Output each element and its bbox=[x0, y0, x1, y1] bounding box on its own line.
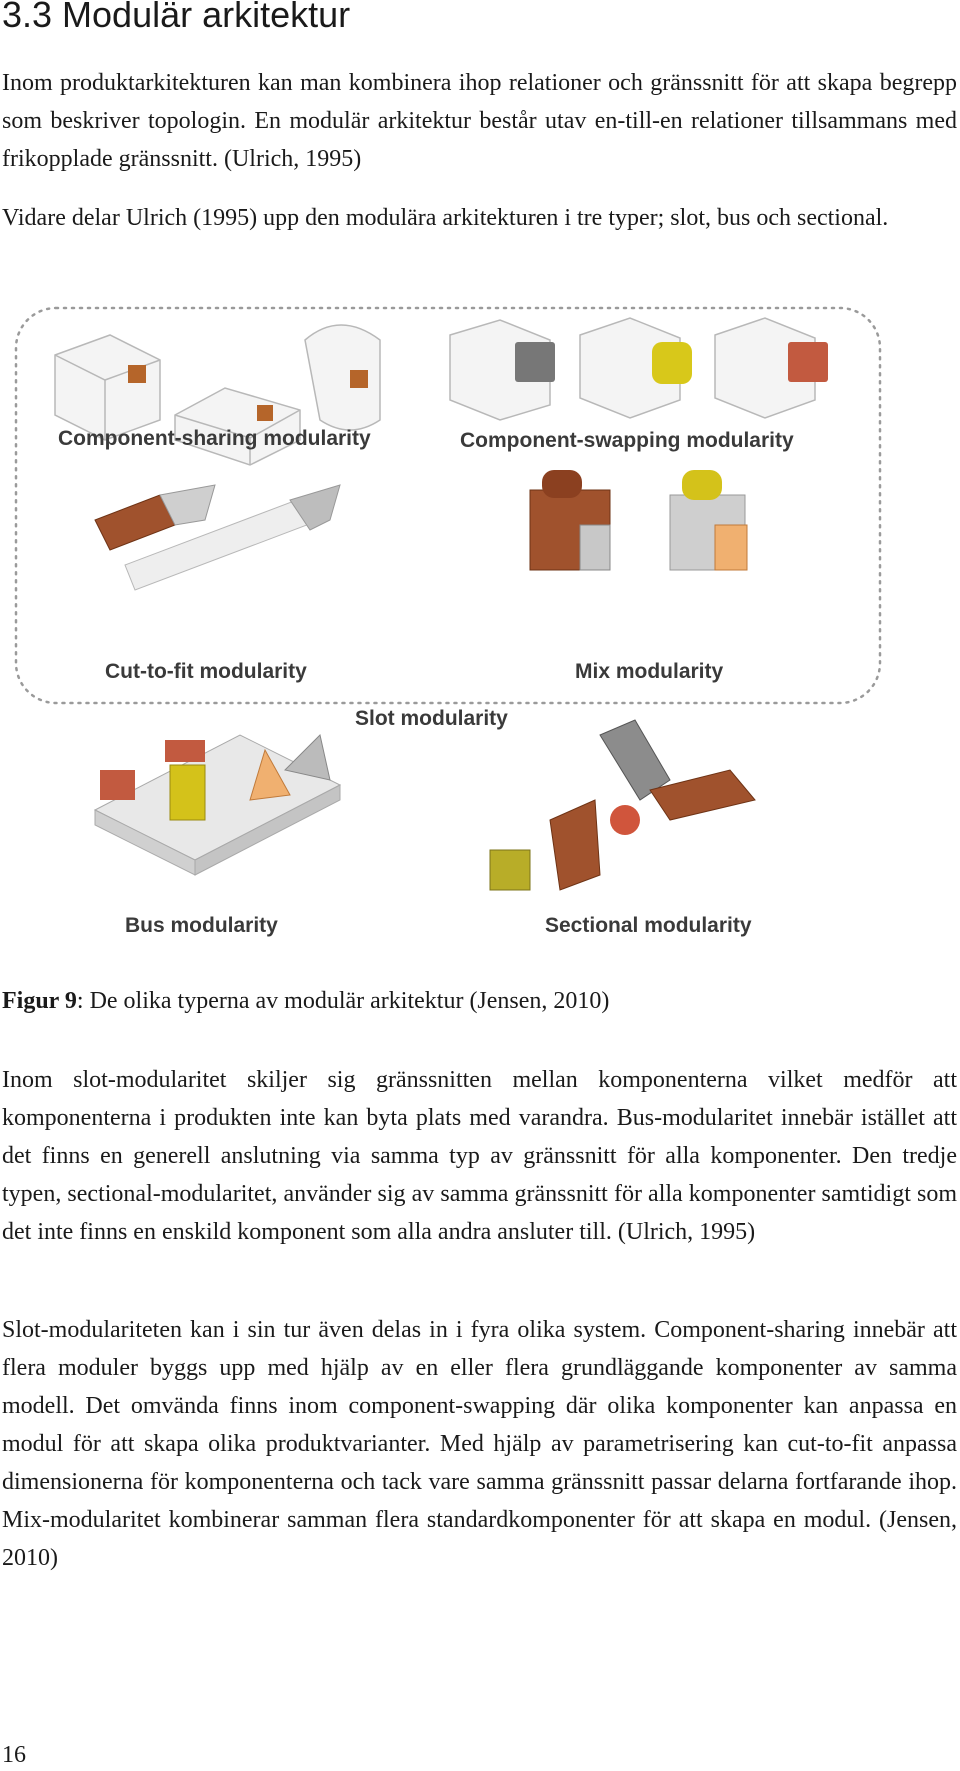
label-cut-to-fit: Cut-to-fit modularity bbox=[105, 660, 307, 683]
page-number: 16 bbox=[2, 1742, 26, 1768]
label-component-sharing: Component-sharing modularity bbox=[58, 427, 371, 450]
modularity-figure bbox=[10, 300, 910, 980]
label-bus: Bus modularity bbox=[125, 914, 278, 937]
yellow-component bbox=[652, 342, 692, 384]
paragraph-slot-systems: Slot-modulariteten kan i sin tur även delas in i fyra olika system. Component-sharing innebär att flera moduler byggs upp med hjälp av en eller flera grundläggande komponenter av samma modell. Det omvända finns inom component-swapping där olika komponenter kan anpassa en modul för att skapa olika produktvarianter. Med hjälp av parametrisering kan cut-to-fit anpassa dimensionerna för komponenterna och tack vare samma gränssnitt passar delarna fortfarande ihop. Mix-modularitet kombinerar samman flera standardkomponenter för att skapa en modul. (Jensen, 2010) bbox=[2, 1317, 957, 1571]
label-sectional: Sectional modularity bbox=[545, 914, 752, 937]
figure-caption bbox=[2, 988, 609, 1015]
bus-illustration bbox=[95, 735, 340, 875]
paragraph-ulrich-types: Vidare delar Ulrich (1995) upp den modulära arkitekturen i tre typer; slot, bus och sectional. bbox=[2, 205, 889, 231]
paragraph-intro: Inom produktarkitekturen kan man kombinera ihop relationer och gränssnitt för att skapa begrepp som beskriver topologin. En modulär arkitektur består utav en-till-en relationer tillsammans med frikopplade gränssnitt. (Ulrich, 1995) bbox=[2, 70, 957, 172]
mix-illustration bbox=[530, 470, 747, 570]
paragraph-bus-sectional: Inom slot-modularitet skiljer sig gränssnitten mellan komponenterna vilket medför att komponenterna i produkten inte kan byta plats med varandra. Bus-modularitet innebär istället att det finns en generell anslutning via samma typ av gränssnitt för alla komponenter. Den tredje typen, sectional-modularitet, använder sig av samma gränssnitt för alla komponenter samtidigt som det inte finns en enskild komponent som alla andra ansluter till. (Ulrich, 1995) bbox=[2, 1067, 957, 1245]
shared-cube bbox=[128, 365, 146, 383]
section-title: 3.3 Modulär arkitektur bbox=[2, 0, 351, 35]
red-component bbox=[788, 342, 828, 382]
figure-caption-text: : De olika typerna av modulär arkitektur (Jensen, 2010) bbox=[76, 988, 610, 1014]
figure-caption-prefix: Figur 9 bbox=[2, 988, 77, 1014]
label-slot: Slot modularity bbox=[355, 707, 508, 730]
gray-component bbox=[515, 342, 555, 382]
cut-to-fit-illustration bbox=[95, 485, 340, 590]
label-component-swapping: Component-swapping modularity bbox=[460, 429, 794, 452]
sectional-illustration bbox=[490, 720, 755, 890]
component-swapping-illustration bbox=[450, 318, 815, 420]
label-mix: Mix modularity bbox=[575, 660, 724, 683]
